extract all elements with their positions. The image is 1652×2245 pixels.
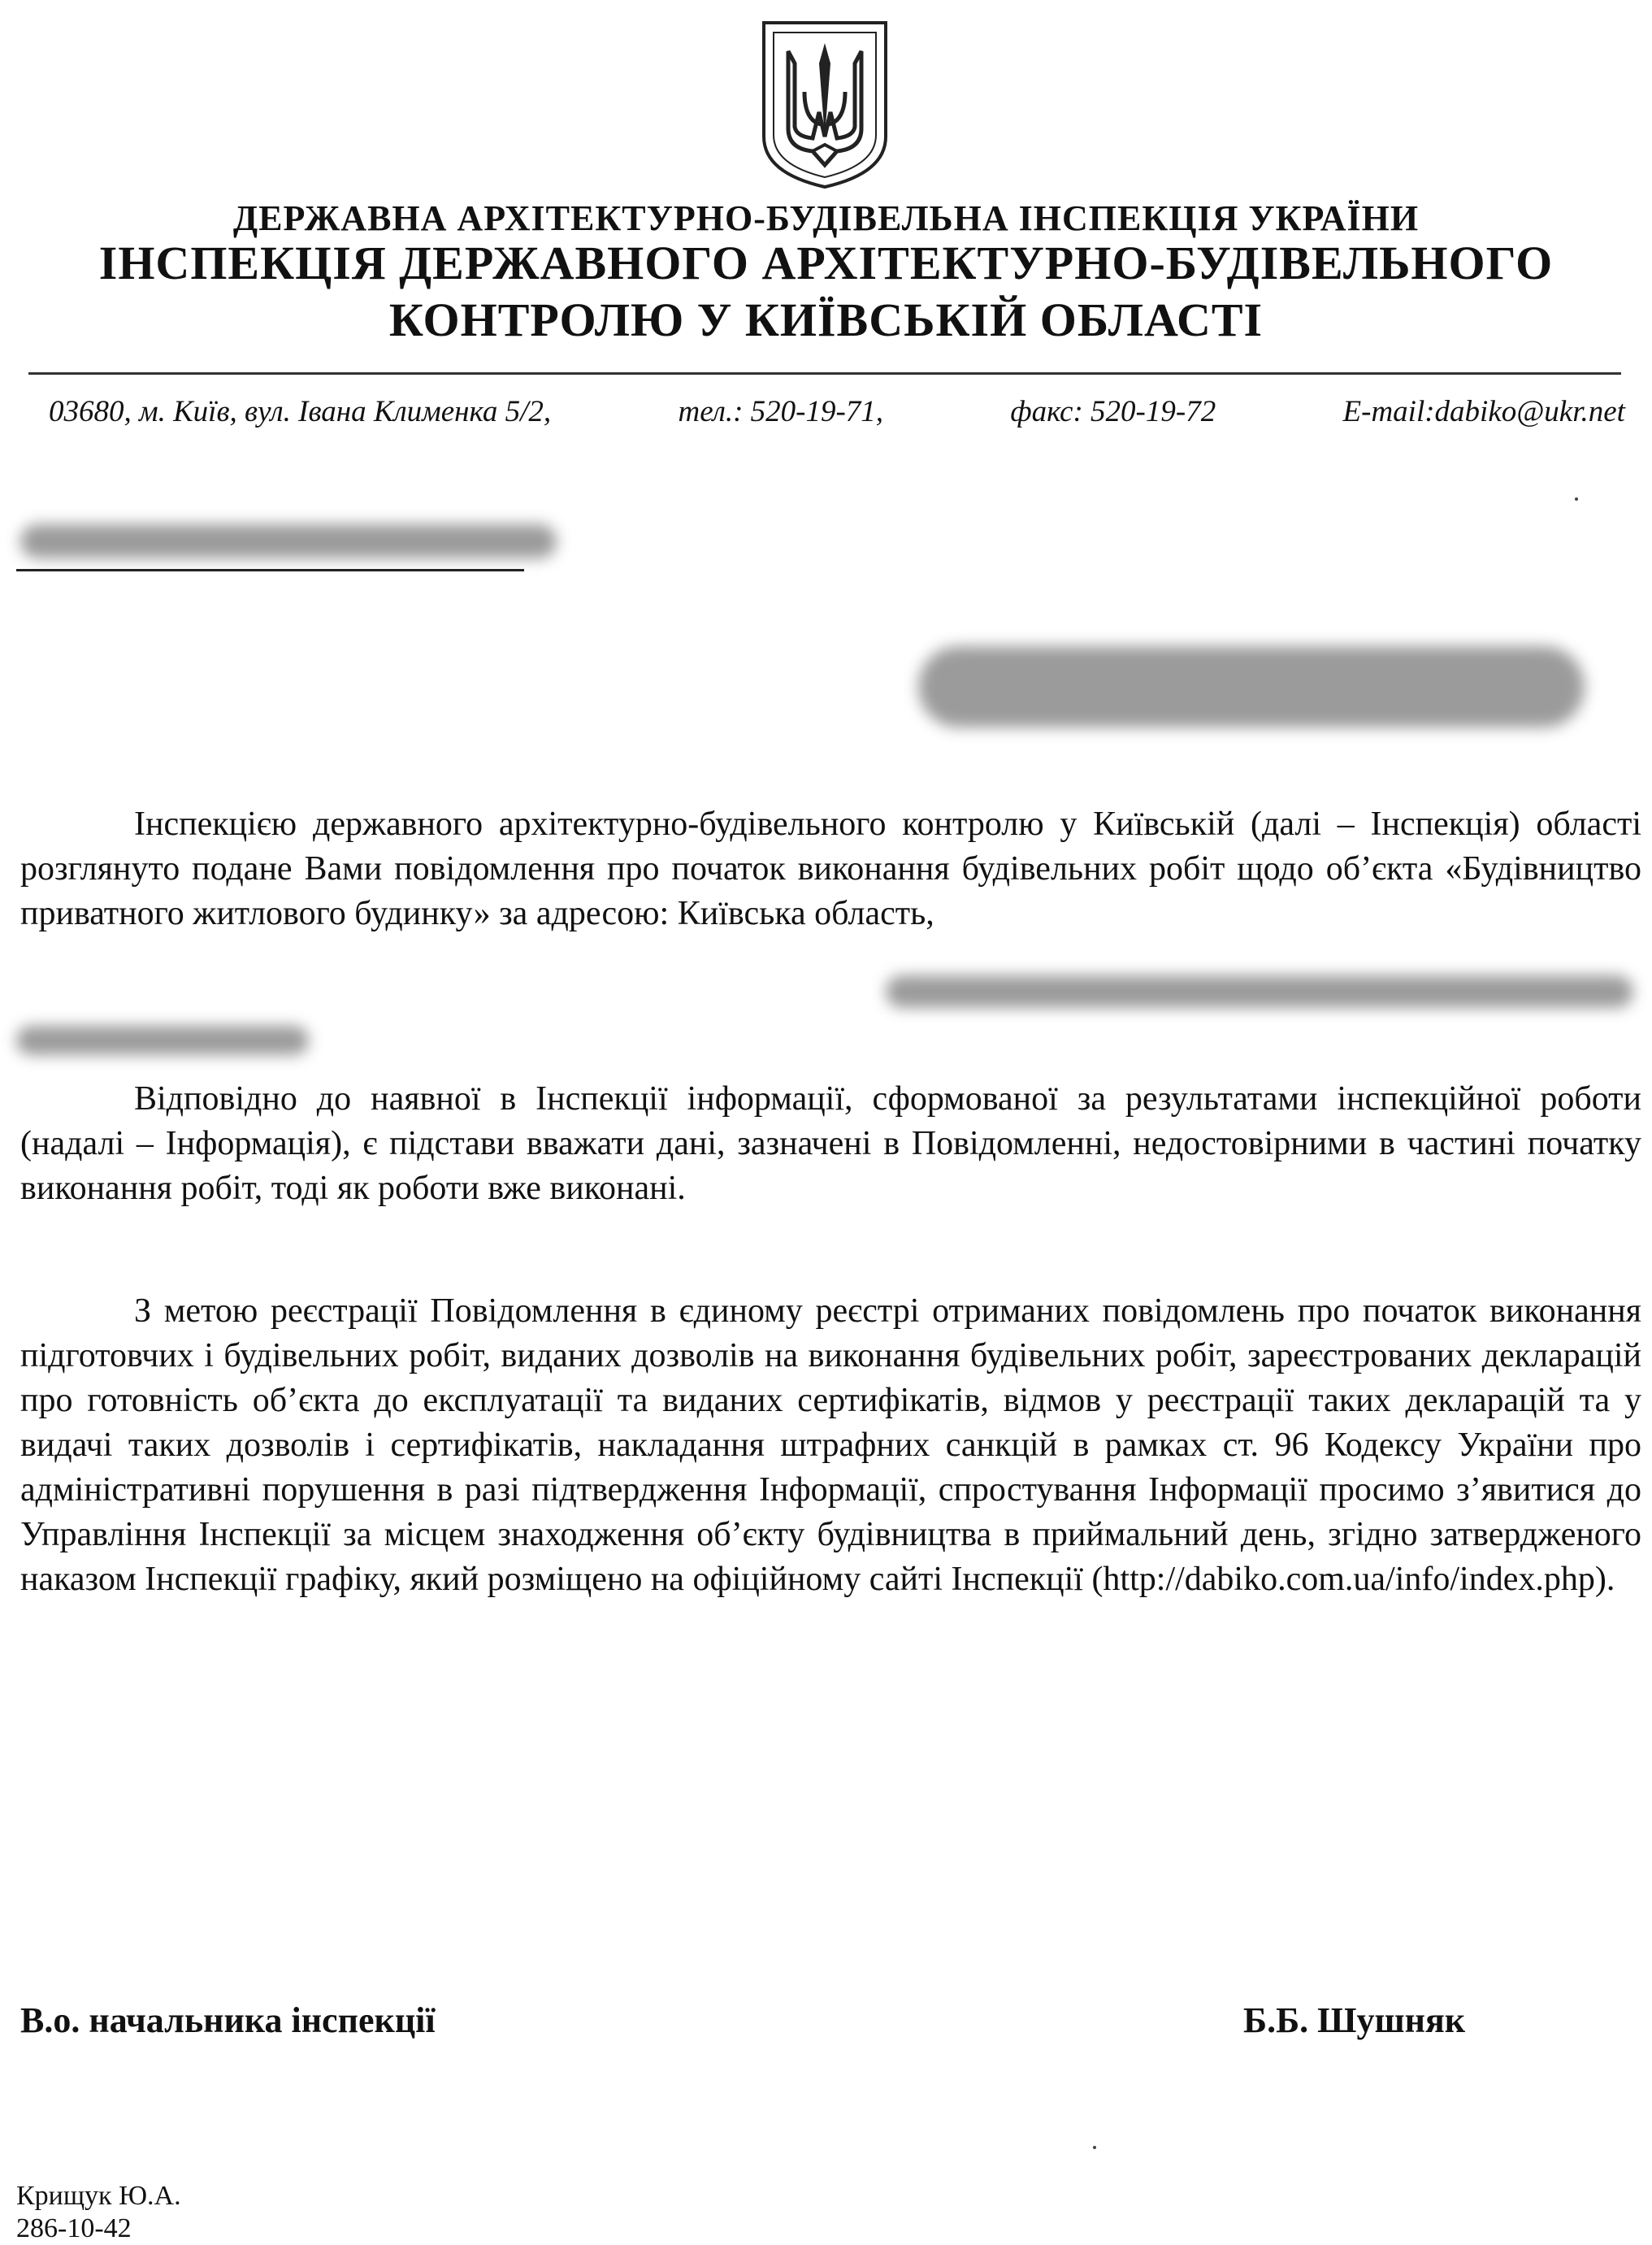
redacted-recipient-address: [918, 646, 1585, 727]
redacted-object-address-cont: [16, 1026, 309, 1055]
contact-email: E-mail:dabiko@ukr.net: [1342, 395, 1625, 428]
paragraph-3-text: З метою реєстрації Повідомлення в єдиному реєстрі отриманих повідомлень про початок виконання підготовчих і будівельних робіт, виданих дозволів на виконання будівельних робіт, зареєстрованих декларацій про готовність об’єкта до експлуатації та виданих сертифікатів, відмов у реєстрації таких декларацій та у видачі таких дозволів і сертифікатів, накладання штрафних санкцій в рамках ст. 96 Кодексу України про адміністративні порушення в разі підтвердження Інформації, спростування Інформації просимо з’явитися до Управління Інспекції за місцем знаходження об’єкту будівництва в приймальний день, згідно затвердженого наказом Інспекції графіку, який розміщено на офіційному сайті Інспекції (http://dabiko.com.ua/info/index.php).: [20, 1292, 1641, 1598]
paragraph-information: [20, 1077, 1641, 1211]
trident-emblem-icon: [756, 15, 894, 193]
scan-speck: [1093, 2146, 1096, 2149]
contact-line: [49, 394, 1625, 429]
executor-name: Крищук Ю.А.: [16, 2181, 181, 2211]
paragraph-1-text: Інспекцією державного архітектурно-будівельного контролю у Київській (далі – Інспекція) області розглянуто подане Вами повідомлення про початок виконання будівельних робіт щодо об’єкта «Будівництво приватного житлового будинку» за адресою: Київська область,: [20, 806, 1641, 932]
paragraph-2-text: Відповідно до наявної в Інспекції інформації, сформованої за результатами інспекційної роботи (надалі – Інформація), є підстави вважати дані, зазначені в Повідомленні, недостовірними в частині початку виконання робіт, тоді як роботи вже виконані.: [20, 1080, 1641, 1207]
executor-phone: 286-10-42: [16, 2213, 132, 2243]
executor-block: [16, 2180, 181, 2245]
contact-phone: тел.: 520-19-71,: [678, 395, 884, 428]
signatory-name: Б.Б. Шушняк: [1243, 2000, 1466, 2040]
contact-fax: факс: 520-19-72: [1010, 395, 1216, 428]
header-divider: [28, 372, 1621, 375]
redacted-recipient-name: [20, 524, 557, 558]
paragraph-notification: [20, 802, 1641, 936]
signatory-position: В.о. начальника інспекції: [20, 2000, 436, 2040]
scan-speck: [1575, 497, 1578, 501]
paragraph-request: [20, 1289, 1641, 1602]
inspection-title-line2: КОНТРОЛЮ У КИЇВСЬКІЙ ОБЛАСТІ: [388, 293, 1264, 346]
recipient-underline: [16, 569, 524, 571]
contact-address: 03680, м. Київ, вул. Івана Клименка 5/2,: [49, 395, 552, 428]
ministry-title: ДЕРЖАВНА АРХІТЕКТУРНО-БУДІВЕЛЬНА ІНСПЕКЦІЯ УКРАЇНИ: [232, 198, 1420, 238]
inspection-title-line1: ІНСПЕКЦІЯ ДЕРЖАВНОГО АРХІТЕКТУРНО-БУДІВЕЛЬНОГО: [98, 237, 1554, 289]
redacted-object-address: [886, 975, 1633, 1008]
